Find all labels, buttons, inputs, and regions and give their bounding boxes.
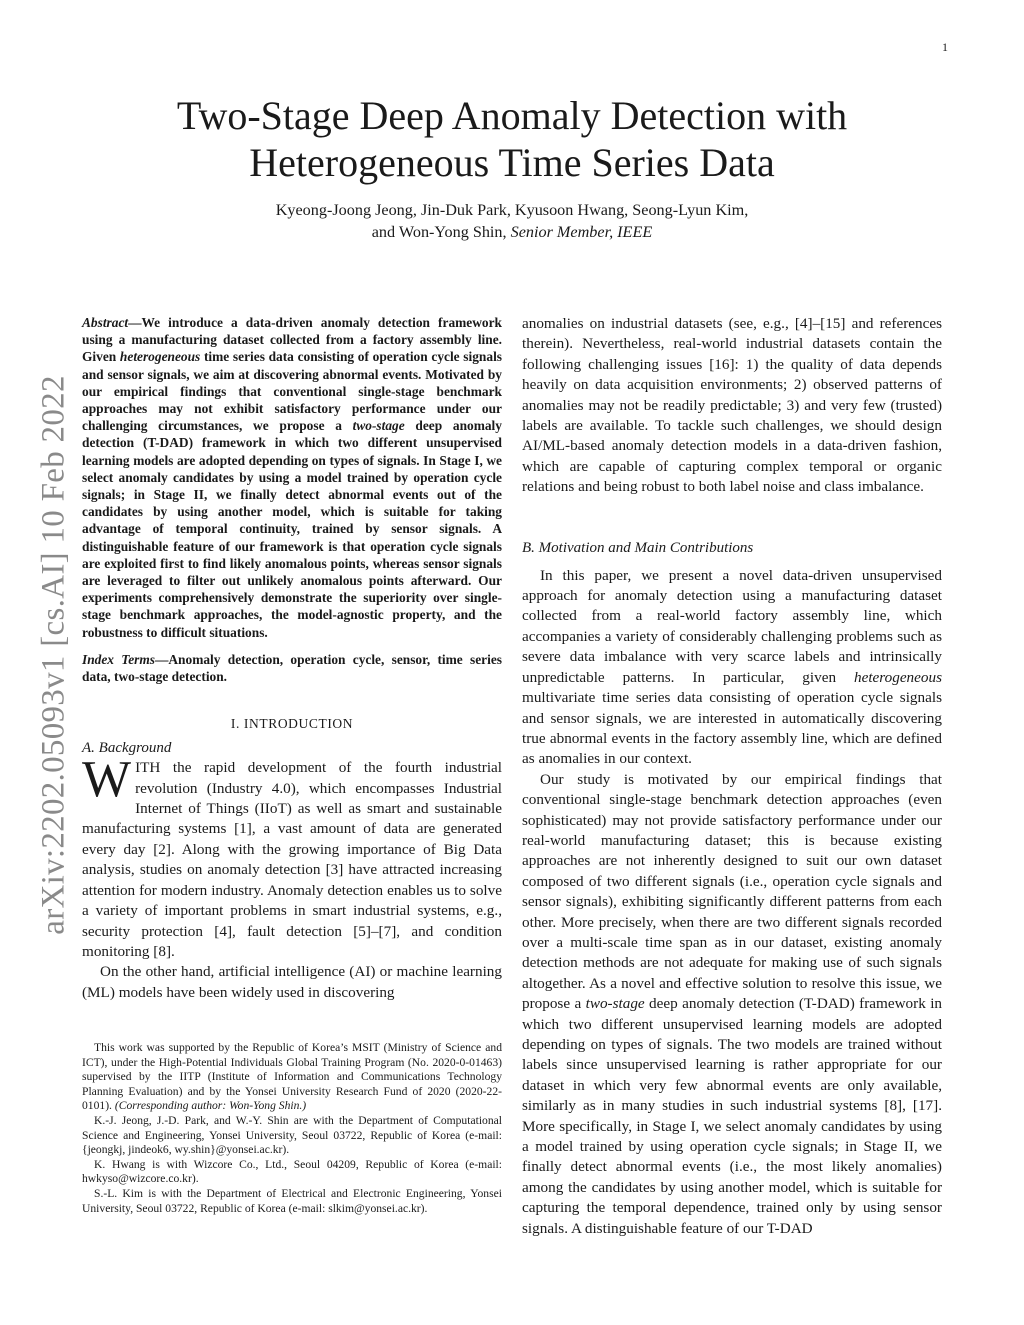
background-continuation: anomalies on industrial datasets (see, e.g., [4]–[15] and references therein). Nevertheless, real-world industrial datasets contain the following challenging issues [16]: 1) the quality of data depends heavily on data acquisition environments; 2) observed patterns of anomalies may not be readily predictable; 3) and very few (trusted) labels are available. To tackle such challenges, we should design AI/ML-based anomaly detection models in a data-driven fashion, which are capable of capturing complex temporal or organic relations and being robust to both label noise and class imbalance. <box>522 315 942 496</box>
title-line-2: Heterogeneous Time Series Data <box>249 140 775 185</box>
motivation-paragraph-1: In this paper, we present a novel data-driven unsupervised approach for anomaly detection using a manufacturing dataset collected from a real-world factory assembly line, which accompanies a variety of considerably challenging problems such as severe data imbalance with very scarce labels and intrinsically unpredictable patterns. In particular, given heterogeneous multivariate time series data consisting of operation cycle signals and sensor signals, we are interested in automatically discovering true abnormal events in the factory assembly line, which are defined as anomalies in our context. <box>522 566 942 768</box>
paper-title <box>0 92 1024 186</box>
footnote-affiliation-2: K. Hwang is with Wizcore Co., Ltd., Seoul 04209, Republic of Korea (e-mail: hwkyso@wizcore.co.kr). <box>82 1157 502 1186</box>
section-heading-introduction: I. INTRODUCTION <box>230 716 354 732</box>
background-paragraph-1: WITH the rapid development of the fourth industrial revolution (Industry 4.0), which encompasses Industrial Internet of Things (IIoT) as well as smart and sustainable manufacturing systems [1], a vast amount of data are generated every day [2]. Along with the growing importance of Big Data analysis, studies on anomaly detection [3] have attracted increasing attention for modern industry. Anomaly detection enables us to solve a variety of important problems in smart industrial systems, e.g., security protection [4], fault detection [5]–[7], and condition monitoring [8]. <box>82 751 502 960</box>
abstract-label: Abstract <box>82 315 129 330</box>
motivation-paragraph-2: Our study is motivated by our empirical findings that conventional single-stage benchmark detection approaches (even sophisticated) may not provide satisfactory performance under our real-world manufacturing dataset; this is because existing approaches are not inherently designed to suit our own dataset composed of two different signals (i.e., operation cycle signals and sensor signals), exhibiting significantly different patterns from each other. More precisely, when there are two different signals recorded over a multi-scale time span as in our dataset, existing anomaly detection methods are not adequate for making use of such signals altogether. As a novel and effective solution to resolve this issue, we propose a two-stage deep anomaly detection (T-DAD) framework in which two different unsupervised learning models are adopted depending on types of signals. The two models are trained without labels since unsupervised learning is rather appropriate for our dataset in which very few abnormal events are only available, similarly as in many studies in such industrial systems [8], [17]. More specifically, in Stage I, we select anomaly candidates by using a model trained by using operation cycle signals; in Stage II, we finally detect abnormal events (i.e., the most likely anomalies) among the candidates by using another model, which is suitable for capturing the temporal dependence, trained only by using sensor signals. A distinguishable feature of our T-DAD <box>522 770 943 1237</box>
subsection-heading-background: A. Background <box>82 740 172 757</box>
footnote-affiliation-3: S.-L. Kim is with the Department of Electrical and Electronic Engineering, Yonsei University, Seoul 03722, Republic of Korea (e-mail: slkim@yonsei.ac.kr). <box>82 1186 502 1215</box>
title-line-1: Two-Stage Deep Anomaly Detection with <box>176 93 848 138</box>
subsection-heading-motivation: B. Motivation and Main Contributions <box>522 539 754 556</box>
author-membership: Senior Member, IEEE <box>510 222 653 241</box>
index-terms: Index Terms—Anomaly detection, operation cycle, sensor, time series data, two-stage detection. <box>82 651 502 685</box>
abstract: Abstract—We introduce a data-driven anomaly detection framework using a manufacturing dataset collected from a factory assembly line. Given heterogeneous time series data consisting of operation cycle signals and sensor signals, we aim at discovering abnormal events. Motivated by our empirical findings that conventional single-stage benchmark approaches may not exhibit satisfactory performance under our challenging circumstances, we propose a two-stage deep anomaly detection (T-DAD) framework in which two different unsupervised learning models are adopted depending on types of signals. In Stage I, we select anomaly candidates by using a model trained by operation cycle signals; in Stage II, we finally detect abnormal events out of the candidates by using another model, which is suitable for taking advantage of temporal continuity, trained by sensor signals. A distinguishable feature of our framework is that operation cycle signals are exploited first to find likely anomalous points, whereas sensor signals are leveraged to filter out unlikely anomalous points afterward. Our experiments comprehensively demonstrate the superiority over single-stage benchmark approaches, the model-agnostic property, and the robustness to difficult situations. <box>82 315 503 640</box>
footnotes <box>82 1041 502 1216</box>
right-column <box>522 314 942 1239</box>
footnote-affiliation-1: K.-J. Jeong, J.-D. Park, and W.-Y. Shin are with the Department of Computational Science and Engineering, Yonsei University, Seoul 03722, Republic of Korea (e-mail: {jeongkj, jindeok6, wy.shin}@yonsei.ac.kr). <box>82 1113 502 1157</box>
authors-line-1: Kyeong-Joong Jeong, Jin-Duk Park, Kyusoon Hwang, Seong-Lyun Kim, <box>275 201 749 219</box>
authors-line-2: and Won-Yong Shin, <box>371 222 511 241</box>
page-number: 1 <box>942 40 948 54</box>
index-terms-label: Index Terms <box>82 651 155 667</box>
arxiv-stamp: arXiv:2202.05093v1 [cs.AI] 10 Feb 2022 <box>35 375 72 935</box>
background-paragraph-2: On the other hand, artificial intelligence (AI) or machine learning (ML) models have been widely used in discovering <box>82 963 502 1001</box>
left-column <box>82 314 502 1003</box>
footnote-funding: This work was supported by the Republic of Korea’s MSIT (Ministry of Science and ICT), under the High-Potential Individuals Global Training Program (No. 2020-0-01463) supervised by the IITP (Institute of Information and Communications Technology Planning Evaluation) and by the Yonsei University Research Fund of 2020 (2020-22-0101). (Corresponding author: Won-Yong Shin.) <box>82 1041 502 1113</box>
drop-cap: W <box>82 751 132 809</box>
author-list <box>0 200 1024 243</box>
